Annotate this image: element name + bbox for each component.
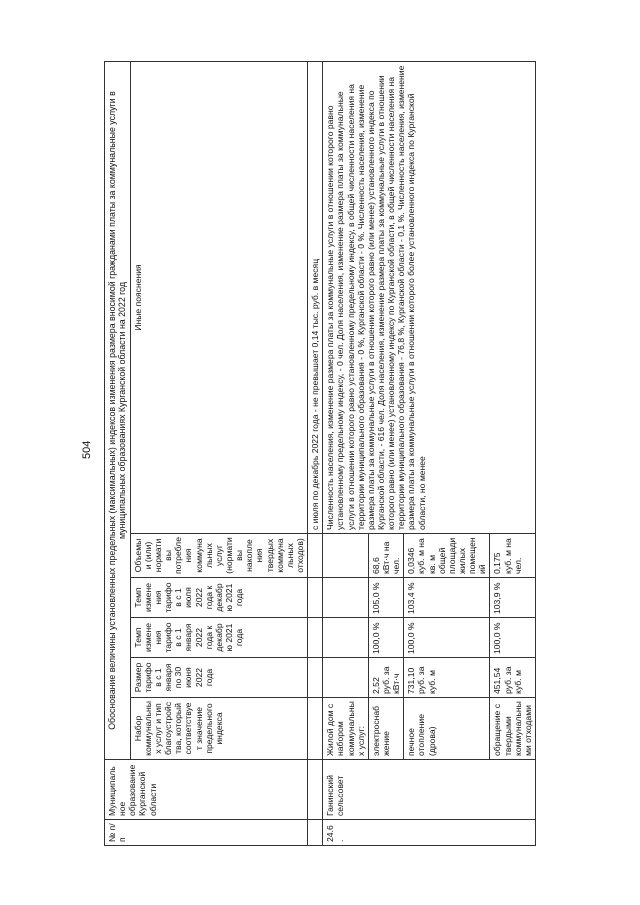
service-rate-jan: 100,0 % xyxy=(490,618,536,658)
header-rate-jan: Темп изменения тарифов с 1 января 2022 года к декабрю 2021 года xyxy=(130,618,307,658)
service-rate-jan: 100,0 % xyxy=(404,618,490,658)
rotated-table-container xyxy=(104,61,605,846)
service-tariff: 451,54 руб. за куб. м xyxy=(490,658,536,698)
table-title: Обоснование величины установленных предельных (максимальных) индексов изменения размера вносимой гражданами платы за коммунальные услуги в муниципальных образованиях Курганской области на 2022 год xyxy=(105,62,131,760)
header-notes: Иные пояснения xyxy=(130,62,307,534)
justification-table xyxy=(104,61,536,846)
rotated-page-area xyxy=(104,61,605,846)
header-municipality: Муниципальное образование Курганской области xyxy=(105,760,308,820)
row-number: 24.6. xyxy=(323,820,536,846)
service-tariff: 2,52 руб. за кВт·ч xyxy=(368,658,403,698)
header-rate-jul: Темп изменения тарифов с 1 июля 2022 года к декабрю 2021 года xyxy=(130,578,307,618)
row-notes: Численность населения, изменение размера платы за коммунальные услуги в отношении которого равно установленному предельному индексу, - 0 чел. Доля населения, изменение размера платы за коммунальные услуги в отношении которого равно установленному предельному индексу, в общей численности населения на территории муниципального образования - 0 %, Курганской области - 0 %. Численность населения, изменение размера платы за коммунальные услуги в отношении которого равно (или менее) установленного индекса по Курганской области, - 616 чел. Доля населения, изменение размера платы за коммунальные услуги в отношении которого равно (или менее) установленному индексу по Курганской области, в общей численности населения на территории муниципального образования - 76,8 %, Курганской области - 0,1 %. Численность населения, изменение размера платы за коммунальные услуги в отношении которого более установленного индекса по Курганской области, но менее xyxy=(323,62,536,534)
header-num: № п/п xyxy=(105,820,308,846)
service-name: печное отопление (дрова) xyxy=(404,698,490,760)
service-rate-jul: 105,0 % xyxy=(368,578,403,618)
header-service-set: Набор коммунальных услуг и тип благоустройства, который соответствует значение предельного индекса xyxy=(130,698,307,760)
header-row-sub xyxy=(130,62,307,846)
previous-row-continuation xyxy=(308,62,323,846)
previous-row-note: с июля по декабрь 2022 года - не превышает 0,14 тыс. руб. в месяц xyxy=(308,62,323,534)
row-municipality: Ганинский сельсовет xyxy=(323,760,536,820)
table-row-intro xyxy=(323,62,369,846)
page-number: 504 xyxy=(81,440,93,459)
service-tariff: 731,10 руб. за куб. м xyxy=(404,658,490,698)
header-volumes: Объемы и (или) нормативы потребления коммунальных услуг (нормативы накопления твердых коммунальных отходов) xyxy=(130,534,307,578)
header-tariff-size: Размер тарифов с 1 января по 30 июня 2022 года xyxy=(130,658,307,698)
service-name: обращение с твердыми коммунальными отходами xyxy=(490,698,536,760)
service-rate-jan: 100,0 % xyxy=(368,618,403,658)
header-row-top xyxy=(105,62,131,846)
service-rate-jul: 103,9 % xyxy=(490,578,536,618)
service-volume: 68,6 кВт·ч на чел. xyxy=(368,534,403,578)
service-name: электроснабжение xyxy=(368,698,403,760)
service-set-intro: Жилой дом с набором коммунальных услуг: xyxy=(323,698,369,760)
service-volume: 0,175 куб. м на чел. xyxy=(490,534,536,578)
service-rate-jul: 103,4 % xyxy=(404,578,490,618)
service-volume: 0,0346 куб. м на кв. м общей площади жилых помещений xyxy=(404,534,490,578)
